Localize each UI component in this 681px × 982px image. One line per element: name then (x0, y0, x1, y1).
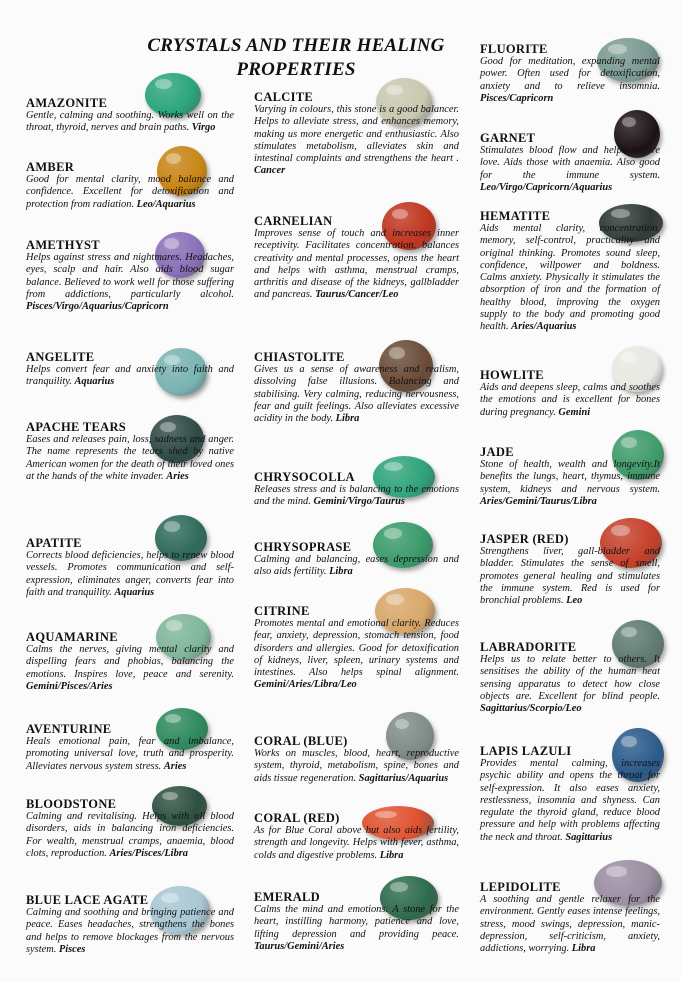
crystal-entry-blue-lace-agate (26, 893, 234, 956)
crystal-description: Stone of health, wealth and longevity.It benefits the lungs, heart, thymus, immune system, kidneys and nervous system. Aries/Gemini/Taurus/Libra (480, 459, 660, 507)
crystal-description: Aids and deepens sleep, calms and soothes the emotions and is excellent for bones during pregnancy. Gemini (480, 382, 660, 418)
crystal-name: CITRINE (254, 604, 310, 618)
crystal-description: Gentle, calming and soothing. Works well on the throat, thyroid, nerves and brain paths. Virgo (26, 110, 234, 134)
crystal-entry-apache-tears (26, 420, 234, 483)
crystal-name: CORAL (RED) (254, 811, 340, 825)
zodiac-signs: Taurus/Cancer/Leo (315, 289, 399, 301)
crystal-entry-labradorite (480, 640, 660, 715)
zodiac-signs: Virgo (191, 122, 216, 134)
crystal-description: Varying in colours, this stone is a good balancer. Helps to alleviate stress, and enhances memory, making us more energetic and enthusiastic. Also stimulates metabolism, alleviates skin and intestinal complaints and strengthens the heart . Cancer (254, 104, 459, 177)
page-title: CRYSTALS AND THEIR HEALING PROPERTIES (147, 35, 445, 80)
crystal-description: Releases stress and is balancing to the emotions and the mind. Gemini/Virgo/Taurus (254, 484, 459, 508)
crystal-entry-aquamarine (26, 630, 234, 693)
zodiac-signs: Leo/Virgo/Capricorn/Aquarius (480, 181, 613, 193)
crystal-name: CALCITE (254, 90, 314, 104)
crystal-entry-emerald (254, 890, 459, 953)
crystal-description: Stimulates blood flow and helps inspire love. Aids those with anaemia. Also good for the immune system. Leo/Virgo/Capricorn/Aquarius (480, 145, 660, 193)
zodiac-signs: Sagittarius/Aquarius (358, 772, 449, 784)
crystal-name: APACHE TEARS (26, 420, 127, 434)
crystal-name: CHRYSOCOLLA (254, 470, 355, 484)
crystal-entry-angelite (26, 350, 234, 389)
crystal-name: AMAZONITE (26, 96, 108, 110)
crystal-name: CORAL (BLUE) (254, 734, 348, 748)
crystal-description: Eases and releases pain, loss, sadness and anger. The name represents the tears shed by native American women for the death of their loved ones at the hands of the white invader. Aries (26, 434, 234, 482)
crystal-description: As for Blue Coral above but also aids fertility, strength and longevity. Helps with fever, asthma, colds and digestive problems. Libra (254, 825, 459, 861)
crystal-name: AMBER (26, 160, 75, 174)
zodiac-signs: Aries (166, 470, 189, 482)
crystal-name: LABRADORITE (480, 640, 577, 654)
zodiac-signs: Sagittarius/Scorpio/Leo (480, 703, 582, 715)
crystal-entry-coral-blue (254, 734, 459, 785)
crystal-description: Corrects blood deficiencies, helps to renew blood vessels. Promotes communication and self-expression, eliminates anger, converts fear into faith and tranquility. Aquarius (26, 550, 234, 598)
crystal-description: Good for mental clarity, mood balance and confidence. Excellent for detoxification and protection from radiation. Leo/Aquarius (26, 174, 234, 210)
crystal-description: Aids mental clarity, concentration, memory, self-control, practicality and original thinking. Promotes sound sleep, confidence, willpower and boldness. Calms anxiety. Physically it stimulates the absorption of iron and the formation of healthy blood, improving the oxygen supply to the body and promoting good health. Aries/Aquarius (480, 223, 660, 333)
zodiac-signs: Taurus/Gemini/Aries (254, 940, 345, 952)
crystal-name: GARNET (480, 131, 536, 145)
crystal-entry-jade (480, 445, 660, 508)
zodiac-signs: Aquarius (74, 376, 115, 388)
zodiac-signs: Cancer (254, 165, 286, 177)
zodiac-signs: Libra (571, 943, 596, 955)
crystal-description: Improves sense of touch and increases inner receptivity. Facilitates concentration, balances creativity and mental processes, opens the heart and helps with asthma, menstrual cramps, arthritis and disease of the kidneys, gallbladder and pancreas. Taurus/Cancer/Leo (254, 228, 459, 301)
crystal-name: BLOODSTONE (26, 797, 117, 811)
crystal-name: LAPIS LAZULI (480, 744, 572, 758)
crystal-name: BLUE LACE AGATE (26, 893, 149, 907)
crystal-name: AQUAMARINE (26, 630, 118, 644)
zodiac-signs: Aries/Aquarius (511, 321, 577, 333)
zodiac-signs: Aquarius (114, 586, 155, 598)
zodiac-signs: Libra (379, 849, 404, 861)
crystal-description: Works on muscles, blood, heart, reproductive system, thyroid, metabolism, spine, bones and aids tissue regeneration. Sagittarius/Aquarius (254, 748, 459, 784)
crystal-description: Good for meditation, expanding mental power. Often used for detoxification, anxiety and to relieve insomnia. Pisces/Capricorn (480, 56, 660, 104)
crystal-name: APATITE (26, 536, 82, 550)
crystal-entry-garnet (480, 131, 660, 194)
crystal-name: CARNELIAN (254, 214, 333, 228)
zodiac-signs: Gemini/Pisces/Aries (26, 680, 113, 692)
crystal-description: Heals emotional pain, fear and imbalance, promoting universal love, truth and prosperity. Alleviates nervous system stress. Aries (26, 736, 234, 772)
zodiac-signs: Gemini/Aries/Libra/Leo (254, 679, 357, 691)
crystal-description: Helps convert fear and anxiety into faith and tranquility. Aquarius (26, 364, 234, 388)
crystal-description: Gives us a sense of awareness and realism, dissolving false illusions. Balancing and stabilising. Very calming, reducing nervousness, fear and guilt feelings. Also alleviates excessive acidity in the body. Libra (254, 364, 459, 425)
crystal-name: LEPIDOLITE (480, 880, 561, 894)
zodiac-signs: Libra (329, 566, 353, 578)
crystal-entry-lapis-lazuli (480, 744, 660, 844)
crystal-entry-chrysocolla (254, 470, 459, 509)
crystal-description: Calming and soothing and bringing patience and peace. Eases headaches, strengthens the bones and helps to remove blockages from the nervous system. Pisces (26, 907, 234, 955)
crystal-description: Strengthens liver, gall-bladder and bladder. Stimulates the sense of smell, promotes general healing and stimulates the immune system. Red is used for bronchial problems. Leo (480, 546, 660, 607)
crystal-name: JASPER (RED) (480, 532, 569, 546)
zodiac-signs: Gemini/Virgo/Taurus (313, 496, 405, 508)
crystal-entry-calcite (254, 90, 459, 178)
zodiac-signs: Leo (566, 595, 583, 607)
zodiac-signs: Aries/Gemini/Taurus/Libra (480, 495, 597, 507)
crystal-name: CHIASTOLITE (254, 350, 345, 364)
zodiac-signs: Aries (163, 760, 187, 772)
crystal-name: HOWLITE (480, 368, 544, 382)
crystal-entry-carnelian (254, 214, 459, 302)
zodiac-signs: Aries/Pisces/Libra (109, 847, 189, 859)
crystal-entry-apatite (26, 536, 234, 599)
zodiac-signs: Libra (335, 413, 360, 425)
crystal-name: JADE (480, 445, 514, 459)
zodiac-signs: Leo/Aquarius (136, 198, 196, 210)
crystal-entry-bloodstone (26, 797, 234, 860)
crystal-entry-amethyst (26, 238, 234, 313)
zodiac-signs: Pisces/Virgo/Aquarius/Capricorn (26, 301, 169, 313)
crystal-description: A soothing and gentle relaxer for the environment. Gently eases intense feelings, stress, mood swings, depression, manic-depression, self-criticism, anxiety, addictions, worrying. Libra (480, 894, 660, 955)
crystal-name: EMERALD (254, 890, 320, 904)
crystal-entry-lepidolite (480, 880, 660, 955)
crystal-description: Calming and balancing, eases depression and also aids fertility. Libra (254, 554, 459, 578)
crystal-entry-fluorite (480, 42, 660, 105)
crystal-entry-chiastolite (254, 350, 459, 425)
crystal-description: Calming and revitalising. Helps with all blood disorders, aids in balancing iron deficiencies. For wealth, menstrual cramps, anaemia, blood clots, reproduction. Aries/Pisces/Libra (26, 811, 234, 859)
crystal-description: Helps us to relate better to others. It sensitises the ability of the human heat sensing apparatus to detect how close objects are. Excellent for blind people. Sagittarius/Scorpio/Leo (480, 654, 660, 715)
crystal-description: Provides mental calming, increases psychic ability and opens the throat for self-expression. It also eases anxiety, restlessness, insomnia and shyness. Can regulate the thyroid gland, reduce blood pressure and help with problems affecting the neck and throat. Sagittarius (480, 758, 660, 843)
crystal-description: Promotes mental and emotional clarity. Reduces fear, anxiety, depression, stomach tension, food disorders and allergies. Good for detoxification of kidneys, liver, spleen, urinary systems and intestines. Also helps spinal alignment. Gemini/Aries/Libra/Leo (254, 618, 459, 691)
zodiac-signs: Sagittarius (565, 831, 613, 843)
zodiac-signs: Pisces/Capricorn (480, 92, 554, 104)
crystal-entry-howlite (480, 368, 660, 419)
crystal-description: Helps against stress and nightmares. Headaches, eyes, scalp and hair. Also aids blood sugar balance. Believed to work well for those suffering from addictions, particularly alcohol. Pisces/Virgo/Aquarius/Capricorn (26, 252, 234, 313)
crystal-entry-jasper-red (480, 532, 660, 607)
crystal-name: CHRYSOPRASE (254, 540, 352, 554)
crystal-entry-amber (26, 160, 234, 211)
zodiac-signs: Pisces (58, 943, 86, 955)
crystal-name: ANGELITE (26, 350, 95, 364)
crystal-entry-chrysoprase (254, 540, 459, 579)
crystal-entry-amazonite (26, 96, 234, 135)
crystal-description: Calms the mind and emotions. A stone for the heart, instilling harmony, patience and love, lifting depression and providing peace. Taurus/Gemini/Aries (254, 904, 459, 952)
crystal-entry-citrine (254, 604, 459, 692)
crystal-entry-hematite (480, 209, 660, 334)
crystal-name: AMETHYST (26, 238, 100, 252)
crystal-description: Calms the nerves, giving mental clarity and dispelling fears and phobias, balancing the emotions. Inspires love, peace and serenity. Gemini/Pisces/Aries (26, 644, 234, 692)
crystal-name: HEMATITE (480, 209, 551, 223)
crystal-entry-coral-red (254, 811, 459, 862)
crystal-name: FLUORITE (480, 42, 548, 56)
crystal-entry-aventurine (26, 722, 234, 773)
crystal-name: AVENTURINE (26, 722, 112, 736)
zodiac-signs: Gemini (558, 406, 591, 418)
